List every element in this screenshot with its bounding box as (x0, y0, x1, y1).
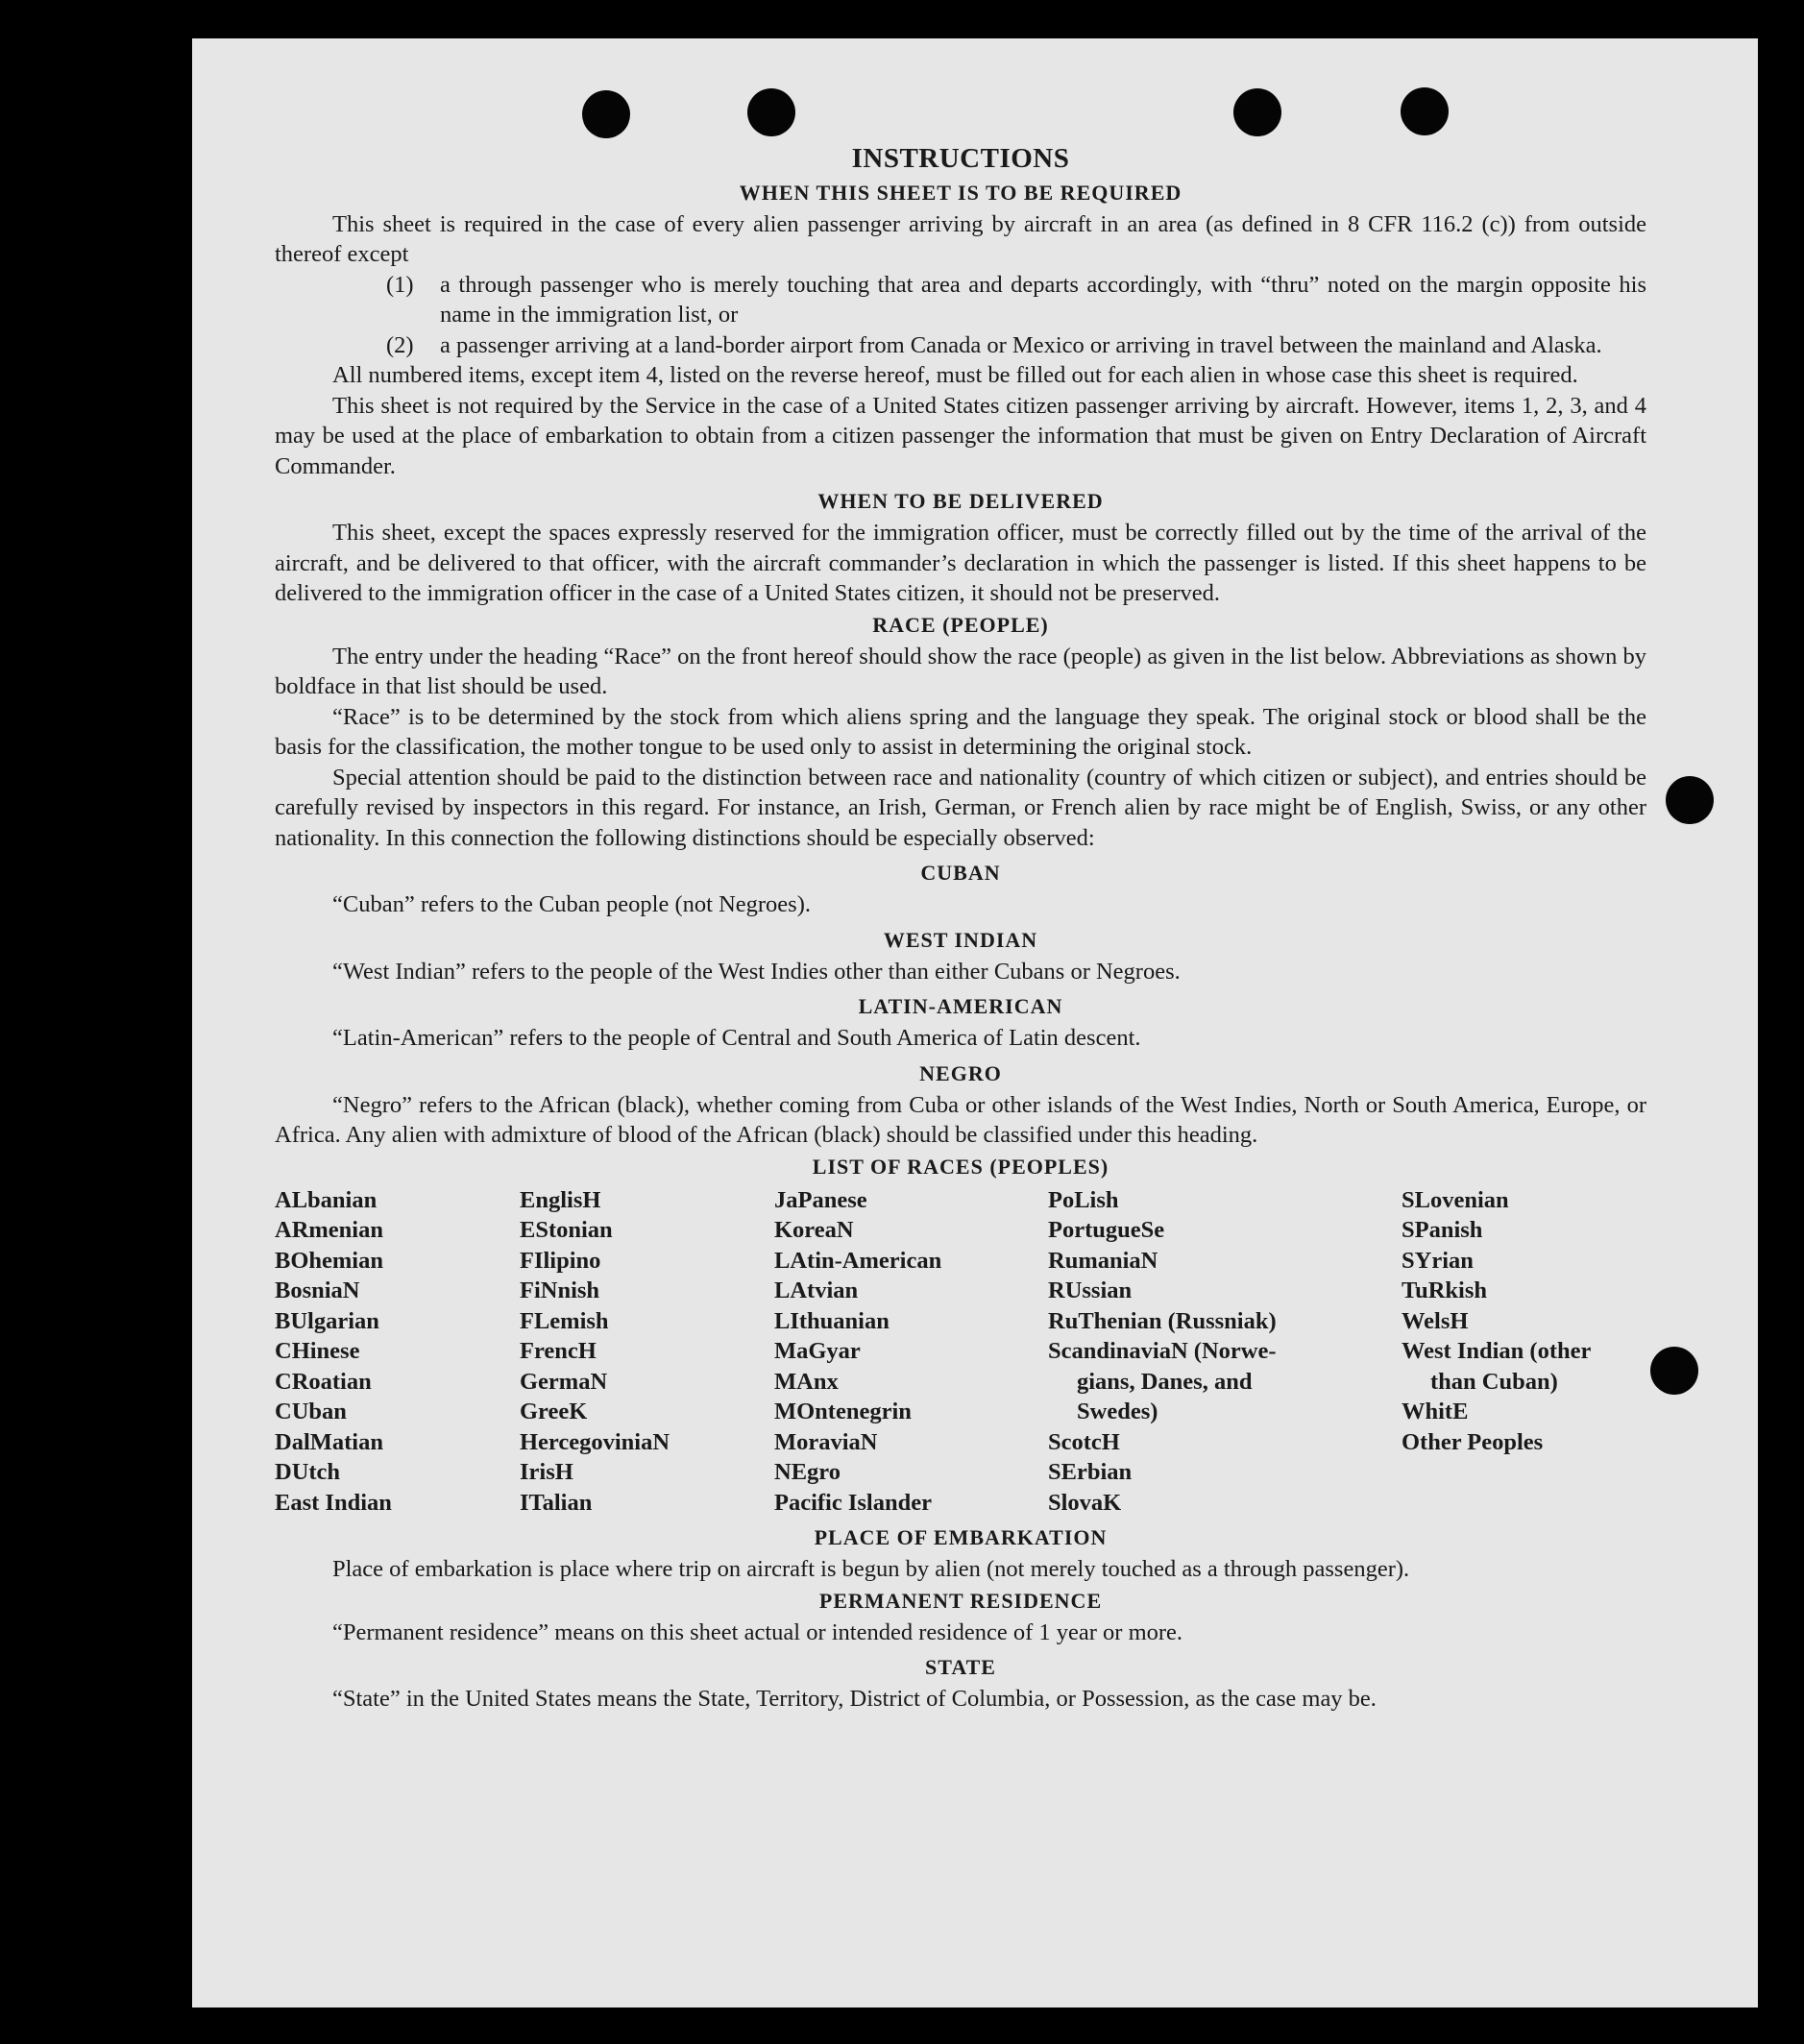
race-entry: NEgro (774, 1459, 841, 1485)
race-entry: DalMatian (275, 1428, 383, 1455)
punch-hole (1666, 776, 1714, 824)
race-entry: DUtch (275, 1459, 341, 1485)
race-entry: SYrian (1402, 1247, 1474, 1274)
list-item (275, 270, 1646, 330)
page-title: INSTRUCTIONS (851, 143, 1070, 174)
race-entry: KoreaN (774, 1217, 854, 1243)
race-entry: WhitE (1402, 1399, 1469, 1424)
paragraph: “Negro” refers to the African (black), whether coming from Cuba or other islands of the West Indies, North or South America, Europe, or Africa. Any alien with admixture of blood of the African (black) should be classified under this heading. (275, 1091, 1646, 1148)
race-entry: LIthuanian (774, 1307, 890, 1334)
punch-hole (1650, 1347, 1698, 1395)
race-entry: HercegoviniaN (520, 1428, 670, 1455)
section-heading: PERMANENT RESIDENCE (818, 1588, 1103, 1613)
section-heading: WEST INDIAN (883, 927, 1038, 952)
race-entry: EStonian (520, 1217, 613, 1243)
paragraph: This sheet, except the spaces expressly reserved for the immigration officer, must be correctly filled out by the time of the arrival of the aircraft, and be delivered to that officer, with the aircraft commander’s declaration in which the passenger is listed. If this sheet happens to be delivered to the immigration officer in the case of a United States citizen, it should not be preserved. (275, 520, 1646, 606)
race-entry: BosniaN (275, 1278, 360, 1303)
race-entry: MoraviaN (774, 1428, 878, 1455)
list-item (275, 330, 1646, 361)
race-entry: Pacific Islander (774, 1489, 932, 1516)
race-entry: than Cuban) (1430, 1368, 1558, 1395)
races-list (275, 1185, 1646, 1519)
paragraph: This sheet is not required by the Service in the case of a United States citizen passenger arriving by aircraft. However, items 1, 2, 3, and 4 may be used at the place of embarkation to obtain from a citizen passenger the information that must be given on Entry Declaration of Aircraft Commander. (275, 392, 1646, 479)
paragraph: “State” in the United States means the State, Territory, District of Columbia, or Possession, as the case may be. (332, 1686, 1377, 1712)
instructions-content (275, 144, 1646, 1715)
race-entry: FLemish (520, 1307, 609, 1334)
race-entry: Swedes) (1077, 1399, 1158, 1424)
races-column (520, 1185, 774, 1519)
race-entry: LAtin-American (774, 1247, 942, 1274)
race-entry: Other Peoples (1402, 1428, 1544, 1455)
item-number: (1) (386, 271, 414, 298)
race-entry: GermaN (520, 1368, 608, 1395)
race-entry: ITalian (520, 1489, 593, 1516)
punch-hole (1233, 88, 1281, 136)
race-entry: gians, Danes, and (1077, 1368, 1253, 1395)
section-heading: STATE (925, 1655, 996, 1679)
paragraph: “West Indian” refers to the people of the West Indies other than either Cubans or Negroes. (332, 958, 1181, 985)
race-entry: BOhemian (275, 1247, 383, 1274)
race-entry: MaGyar (774, 1338, 861, 1364)
race-entry: SLovenian (1402, 1186, 1509, 1213)
paragraph: “Permanent residence” means on this sheet actual or intended residence of 1 year or more. (332, 1618, 1183, 1645)
paragraph: “Cuban” refers to the Cuban people (not Negroes). (332, 891, 811, 917)
race-entry: PortugueSe (1048, 1217, 1165, 1243)
race-entry: MOntenegrin (774, 1399, 912, 1424)
race-entry: East Indian (275, 1489, 392, 1516)
item-number: (2) (386, 331, 414, 358)
paragraph: All numbered items, except item 4, listed on the reverse hereof, must be filled out for each alien in whose case this sheet is required. (332, 362, 1578, 388)
section-heading: PLACE OF EMBARKATION (814, 1525, 1108, 1549)
race-entry: GreeK (520, 1399, 588, 1424)
race-entry: JaPanese (774, 1186, 867, 1213)
race-entry: FIlipino (520, 1247, 601, 1274)
race-entry: BUlgarian (275, 1307, 379, 1334)
section-heading: LATIN-AMERICAN (858, 994, 1063, 1018)
punch-hole (747, 88, 795, 136)
section-heading: NEGRO (919, 1060, 1002, 1085)
race-entry: ScotcH (1048, 1428, 1120, 1455)
race-entry: IrisH (520, 1459, 573, 1485)
item-text: a through passenger who is merely touching that area and departs accordingly, with “thru” noted on the margin opposite his name in the immigration list, or (440, 271, 1646, 328)
paragraph: Special attention should be paid to the distinction between race and nationality (country of which citizen or subject), and entries should be carefully revised by inspectors in this regard. For instance, an Irish, German, or French alien by race might be of English, Swiss, or any other nationality. In this connection the following distinctions should be especially observed: (275, 764, 1646, 851)
race-entry: RUssian (1048, 1278, 1133, 1303)
race-entry: CHinese (275, 1338, 360, 1364)
race-entry: CRoatian (275, 1368, 372, 1395)
race-entry: SPanish (1402, 1217, 1483, 1243)
paragraph: The entry under the heading “Race” on the front hereof should show the race (people) as given in the list below. Abbreviations as shown by boldface in that list should be used. (275, 643, 1646, 699)
race-entry: ARmenian (275, 1217, 383, 1243)
race-entry: ALbanian (275, 1186, 378, 1213)
race-entry: West Indian (other (1402, 1338, 1592, 1364)
punch-hole (1401, 87, 1449, 135)
race-entry: TuRkish (1402, 1278, 1488, 1303)
race-entry: PoLish (1048, 1186, 1119, 1213)
paragraph: “Latin-American” refers to the people of Central and South America of Latin descent. (332, 1025, 1141, 1051)
race-entry: RumaniaN (1048, 1247, 1158, 1274)
paragraph: Place of embarkation is place where trip on aircraft is begun by alien (not merely touched as a through passenger). (332, 1556, 1410, 1582)
section-heading: LIST OF RACES (PEOPLES) (812, 1154, 1109, 1179)
races-column (275, 1185, 520, 1519)
race-entry: RuThenian (Russniak) (1048, 1307, 1277, 1334)
races-column (1048, 1185, 1336, 1519)
race-entry: ScandinaviaN (Norwe- (1048, 1338, 1277, 1364)
race-entry: SErbian (1048, 1459, 1133, 1485)
document-sheet (192, 38, 1758, 2008)
section-heading: RACE (PEOPLE) (872, 612, 1049, 637)
race-entry: FiNnish (520, 1278, 600, 1303)
races-column (1402, 1185, 1646, 1519)
section-heading: WHEN THIS SHEET IS TO BE REQUIRED (739, 180, 1182, 205)
races-column (774, 1185, 1048, 1519)
section-heading: WHEN TO BE DELIVERED (817, 489, 1104, 513)
race-entry: CUban (275, 1399, 347, 1424)
race-entry: FrencH (520, 1338, 597, 1364)
race-entry: SlovaK (1048, 1489, 1122, 1516)
paragraph: This sheet is required in the case of every alien passenger arriving by aircraft in an area (as defined in 8 CFR 116.2 (c)) from outside thereof except (275, 210, 1646, 267)
race-entry: WelsH (1402, 1307, 1469, 1334)
punch-hole (582, 90, 630, 138)
race-entry: LAtvian (774, 1278, 859, 1303)
section-heading: CUBAN (920, 861, 1001, 885)
paragraph: “Race” is to be determined by the stock from which aliens spring and the language they speak. The original stock or blood shall be the basis for the classification, the mother tongue to be used only to assist in determining the original stock. (275, 703, 1646, 760)
race-entry: MAnx (774, 1368, 839, 1395)
race-entry: EnglisH (520, 1186, 601, 1213)
item-text: a passenger arriving at a land-border airport from Canada or Mexico or arriving in travel between the mainland and Alaska. (440, 331, 1602, 358)
